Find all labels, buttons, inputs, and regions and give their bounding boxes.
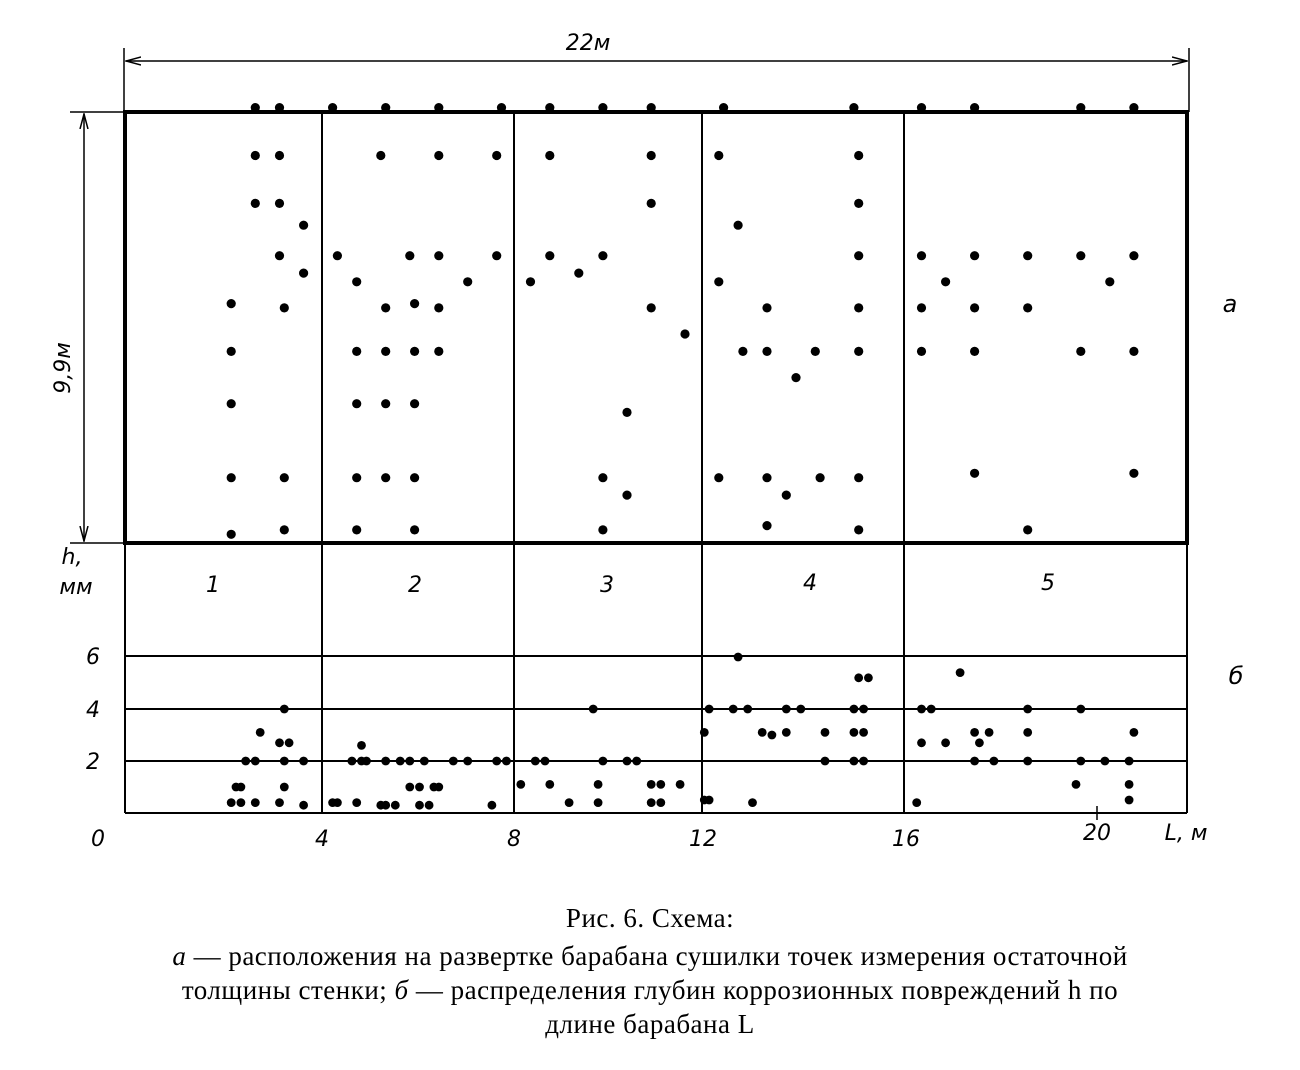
damage-depth-point — [970, 728, 979, 737]
damage-depth-point — [449, 757, 458, 766]
measurement-point — [849, 103, 858, 112]
damage-depth-point — [589, 705, 598, 714]
measurement-point — [376, 151, 385, 160]
damage-depth-point — [1072, 780, 1081, 789]
damage-depth-point — [782, 728, 791, 737]
measurement-point — [762, 347, 771, 356]
measurement-point — [275, 103, 284, 112]
measurement-point — [410, 347, 419, 356]
damage-depth-point — [405, 757, 414, 766]
l-tick-20: 20 — [1083, 821, 1111, 846]
measurement-point — [1076, 103, 1085, 112]
damage-depth-point — [705, 796, 714, 805]
measurement-point — [680, 329, 689, 338]
damage-depth-point — [912, 798, 921, 807]
damage-depth-point — [821, 728, 830, 737]
measurement-point — [492, 151, 501, 160]
damage-depth-point — [956, 668, 965, 677]
damage-depth-point — [396, 757, 405, 766]
measurement-point — [275, 199, 284, 208]
damage-depth-point — [251, 757, 260, 766]
damage-depth-point — [850, 728, 859, 737]
measurement-point — [545, 103, 554, 112]
measurement-point — [941, 277, 950, 286]
damage-depth-point — [1125, 780, 1134, 789]
damage-depth-point — [434, 783, 443, 792]
measurement-point — [811, 347, 820, 356]
measurement-point — [970, 347, 979, 356]
panel-letter-b: б — [1228, 662, 1244, 690]
measurement-point — [719, 103, 728, 112]
damage-depth-point — [1023, 705, 1032, 714]
damage-depth-point — [990, 757, 999, 766]
damage-depth-point — [734, 653, 743, 662]
damage-depth-point — [632, 757, 641, 766]
measurement-point — [762, 473, 771, 482]
damage-depth-point — [381, 801, 390, 810]
measurement-point — [598, 103, 607, 112]
measurement-point — [381, 103, 390, 112]
damage-depth-point — [985, 728, 994, 737]
damage-depth-point — [285, 738, 294, 747]
measurement-point — [598, 473, 607, 482]
measurement-point — [410, 399, 419, 408]
height-dimension-label: 9,9м — [51, 342, 76, 394]
measurement-point — [352, 399, 361, 408]
l-axis-label: L, м — [1164, 821, 1208, 846]
measurement-point — [328, 103, 337, 112]
measurement-point — [854, 303, 863, 312]
caption-line-2-text: — расположения на развертке барабана сушилки точек измерения остаточной — [186, 941, 1128, 971]
l-tick-8: 8 — [507, 827, 521, 852]
measurement-point — [1129, 347, 1138, 356]
measurement-point — [1129, 469, 1138, 478]
section-label-1: 1 — [206, 573, 220, 598]
measurement-point — [434, 251, 443, 260]
damage-depth-point — [362, 757, 371, 766]
measurement-point — [352, 473, 361, 482]
measurement-point — [333, 251, 342, 260]
damage-depth-point — [782, 705, 791, 714]
damage-depth-point — [796, 705, 805, 714]
measurement-point — [526, 277, 535, 286]
damage-depth-point — [280, 757, 289, 766]
damage-depth-point — [700, 728, 709, 737]
measurement-point — [647, 303, 656, 312]
measurement-point — [251, 199, 260, 208]
damage-depth-point — [299, 801, 308, 810]
damage-depth-point — [357, 741, 366, 750]
damage-depth-point — [492, 757, 501, 766]
h-tick-6: 6 — [86, 645, 100, 670]
measurement-point — [280, 473, 289, 482]
measurement-point — [738, 347, 747, 356]
damage-depth-point — [850, 757, 859, 766]
section-labels — [206, 571, 1055, 598]
damage-depth-point — [299, 757, 308, 766]
damage-depth-point — [415, 801, 424, 810]
damage-depth-point — [463, 757, 472, 766]
measurement-point — [410, 525, 419, 534]
section-label-3: 3 — [600, 573, 614, 598]
measurement-point — [854, 347, 863, 356]
damage-depth-point — [748, 798, 757, 807]
damage-depth-point — [927, 705, 936, 714]
damage-depth-point — [241, 757, 250, 766]
damage-depth-point — [333, 798, 342, 807]
measurement-point — [854, 251, 863, 260]
damage-depth-point — [1101, 757, 1110, 766]
measurement-point — [251, 151, 260, 160]
measurement-point — [227, 530, 236, 539]
damage-depth-point — [275, 738, 284, 747]
damage-depth-point — [381, 757, 390, 766]
damage-depth-point — [488, 801, 497, 810]
measurement-point — [791, 373, 800, 382]
measurement-point — [275, 151, 284, 160]
measurement-point — [299, 269, 308, 278]
measurement-point — [227, 473, 236, 482]
h-tick-4: 4 — [86, 698, 100, 723]
width-dimension-label: 22м — [565, 31, 611, 56]
damage-depth-point — [758, 728, 767, 737]
measurement-point — [917, 303, 926, 312]
damage-depth-point — [1023, 728, 1032, 737]
measurement-point — [381, 303, 390, 312]
damage-depth-point — [502, 757, 511, 766]
damage-depth-point — [854, 673, 863, 682]
measurement-point — [970, 103, 979, 112]
damage-depth-point — [405, 783, 414, 792]
measurement-point — [352, 525, 361, 534]
measurement-point — [463, 277, 472, 286]
damage-depth-point — [821, 757, 830, 766]
measurement-point — [970, 251, 979, 260]
measurement-point — [622, 408, 631, 417]
measurement-point — [352, 347, 361, 356]
measurement-point — [1076, 347, 1085, 356]
measurement-point — [647, 151, 656, 160]
damage-depth-point — [227, 798, 236, 807]
damage-depth-point — [251, 798, 260, 807]
l-tick-4: 4 — [315, 827, 329, 852]
measurement-point — [275, 251, 284, 260]
l-tick-12: 12 — [689, 827, 717, 852]
measurement-point — [1076, 251, 1085, 260]
damage-depth-point — [705, 705, 714, 714]
caption-line-4: длине барабана L — [545, 1009, 755, 1039]
panel-a-points — [227, 103, 1139, 539]
measurement-point — [280, 303, 289, 312]
measurement-point — [782, 491, 791, 500]
measurement-point — [280, 525, 289, 534]
measurement-point — [434, 103, 443, 112]
damage-depth-point — [859, 728, 868, 737]
measurement-point — [227, 347, 236, 356]
damage-depth-point — [516, 780, 525, 789]
damage-depth-point — [647, 798, 656, 807]
h-axis-label-symbol: h, — [61, 545, 83, 570]
measurement-point — [352, 277, 361, 286]
measurement-point — [816, 473, 825, 482]
measurement-point — [714, 151, 723, 160]
measurement-point — [1023, 525, 1032, 534]
measurement-point — [497, 103, 506, 112]
measurement-point — [598, 251, 607, 260]
measurement-point — [854, 151, 863, 160]
caption-letter-a: а — [172, 941, 187, 971]
measurement-point — [405, 251, 414, 260]
l-tick-16: 16 — [892, 827, 920, 852]
damage-depth-point — [859, 705, 868, 714]
measurement-point — [381, 399, 390, 408]
measurement-point — [734, 221, 743, 230]
section-label-4: 4 — [803, 571, 817, 596]
damage-depth-point — [647, 780, 656, 789]
measurement-point — [1105, 277, 1114, 286]
panel-letter-a: а — [1222, 290, 1238, 318]
measurement-point — [1129, 103, 1138, 112]
damage-depth-point — [280, 705, 289, 714]
measurement-point — [970, 469, 979, 478]
damage-depth-point — [729, 705, 738, 714]
measurement-point — [545, 151, 554, 160]
damage-depth-point — [1023, 757, 1032, 766]
section-dividers — [322, 112, 904, 813]
damage-depth-point — [917, 738, 926, 747]
caption-line-3-text: — распределения глубин коррозионных повреждений h по — [408, 975, 1119, 1005]
h-axis-label-unit: мм — [59, 575, 93, 600]
damage-depth-point — [280, 783, 289, 792]
damage-depth-point — [743, 705, 752, 714]
measurement-point — [854, 199, 863, 208]
caption-title: Рис. 6. Схема: — [565, 903, 735, 933]
measurement-point — [434, 151, 443, 160]
damage-depth-point — [623, 757, 632, 766]
measurement-point — [410, 473, 419, 482]
measurement-point — [1129, 251, 1138, 260]
l-tick-0: 0 — [91, 827, 105, 852]
damage-depth-point — [275, 798, 284, 807]
measurement-point — [917, 251, 926, 260]
measurement-point — [410, 299, 419, 308]
damage-depth-point — [391, 801, 400, 810]
damage-depth-point — [348, 757, 357, 766]
damage-depth-point — [656, 798, 665, 807]
damage-depth-point — [256, 728, 265, 737]
panel-b-points — [227, 653, 1139, 810]
damage-depth-point — [531, 757, 540, 766]
damage-depth-point — [565, 798, 574, 807]
damage-depth-point — [941, 738, 950, 747]
measurement-point — [598, 525, 607, 534]
damage-depth-point — [237, 798, 246, 807]
measurement-point — [434, 347, 443, 356]
damage-depth-point — [1125, 796, 1134, 805]
measurement-point — [381, 347, 390, 356]
measurement-point — [545, 251, 554, 260]
measurement-point — [970, 303, 979, 312]
damage-depth-point — [850, 705, 859, 714]
measurement-point — [251, 103, 260, 112]
damage-depth-point — [917, 705, 926, 714]
damage-depth-point — [545, 780, 554, 789]
measurement-point — [714, 473, 723, 482]
damage-depth-point — [599, 757, 608, 766]
measurement-point — [434, 303, 443, 312]
measurement-point — [647, 103, 656, 112]
damage-depth-point — [425, 801, 434, 810]
l-axis-ticks — [91, 821, 1111, 852]
measurement-point — [574, 269, 583, 278]
measurement-point — [299, 221, 308, 230]
measurement-point — [917, 347, 926, 356]
measurement-point — [647, 199, 656, 208]
caption-line-3 — [0, 974, 1300, 1006]
section-label-2: 2 — [408, 573, 422, 598]
damage-depth-point — [594, 798, 603, 807]
measurement-point — [917, 103, 926, 112]
damage-depth-point — [676, 780, 685, 789]
damage-depth-point — [594, 780, 603, 789]
caption-line-2 — [0, 940, 1300, 972]
measurement-point — [854, 525, 863, 534]
damage-depth-point — [420, 757, 429, 766]
measurement-point — [381, 473, 390, 482]
damage-depth-point — [1076, 757, 1085, 766]
caption-letter-b: б — [394, 975, 409, 1005]
damage-depth-point — [656, 780, 665, 789]
measurement-point — [762, 521, 771, 530]
measurement-point — [227, 399, 236, 408]
damage-depth-point — [352, 798, 361, 807]
damage-depth-point — [541, 757, 550, 766]
measurement-point — [762, 303, 771, 312]
damage-depth-point — [859, 757, 868, 766]
damage-depth-point — [1125, 757, 1134, 766]
caption-line-3-pre: толщины стенки; — [181, 975, 395, 1005]
damage-depth-point — [1076, 705, 1085, 714]
damage-depth-point — [975, 738, 984, 747]
h-tick-2: 2 — [86, 750, 100, 775]
measurement-point — [714, 277, 723, 286]
measurement-point — [227, 299, 236, 308]
measurement-point — [1023, 251, 1032, 260]
damage-depth-point — [415, 783, 424, 792]
damage-depth-point — [237, 783, 246, 792]
damage-depth-point — [768, 731, 777, 740]
damage-depth-point — [1130, 728, 1139, 737]
damage-depth-point — [864, 673, 873, 682]
section-label-5: 5 — [1041, 571, 1055, 596]
measurement-point — [492, 251, 501, 260]
measurement-point — [854, 473, 863, 482]
damage-depth-point — [970, 757, 979, 766]
measurement-point — [1023, 303, 1032, 312]
measurement-point — [622, 491, 631, 500]
